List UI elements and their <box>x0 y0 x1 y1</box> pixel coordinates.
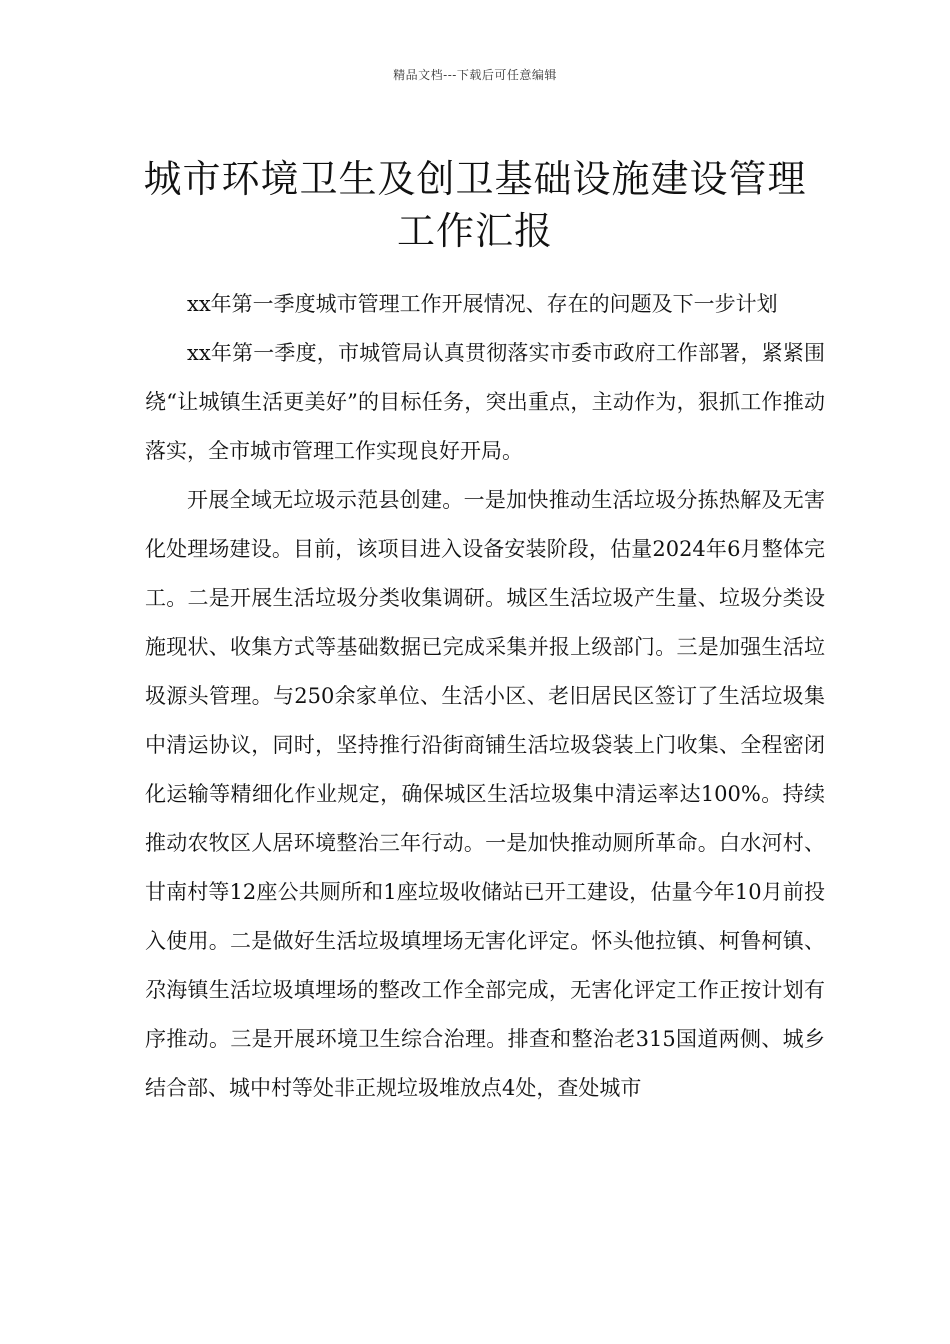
document-body <box>145 280 825 1113</box>
document-title-line-1: 城市环境卫生及创卫基础设施建设管理 <box>143 157 807 202</box>
paragraph-section-heading: xx年第一季度城市管理工作开展情况、存在的问题及下一步计划 <box>187 292 778 316</box>
document-title <box>100 153 850 257</box>
paragraph-details: 开展全域无垃圾示范县创建。一是加快推动生活垃圾分拣热解及无害化处理场建设。目前，该项目进入设备安装阶段，估量2024年6月整体完工。二是开展生活垃圾分类收集调研。城区生活垃圾产生量、垃圾分类设施现状、收集方式等基础数据已完成采集并报上级部门。三是加强生活垃圾源头管理。与250余家单位、生活小区、老旧居民区签订了生活垃圾集中清运协议，同时，坚持推行沿街商铺生活垃圾袋装上门收集、全程密闭化运输等精细化作业规定，确保城区生活垃圾集中清运率达100%。持续推动农牧区人居环境整治三年行动。一是加快推动厕所革命。白水河村、甘南村等12座公共厕所和1座垃圾收储站已开工建设，估量今年10月前投入使用。二是做好生活垃圾填埋场无害化评定。怀头他拉镇、柯鲁柯镇、尕海镇生活垃圾填埋场的整改工作全部完成，无害化评定工作正按计划有序推动。三是开展环境卫生综合治理。排查和整治老315国道两侧、城乡结合部、城中村等处非正规垃圾堆放点4处，查处城市 <box>145 488 825 1100</box>
paragraph-overview: xx年第一季度，市城管局认真贯彻落实市委市政府工作部署，紧紧围绕“让城镇生活更美好”的目标任务，突出重点，主动作为，狠抓工作推动落实，全市城市管理工作实现良好开局。 <box>145 341 825 463</box>
document-header-note: 精品文档---下载后可任意编辑 <box>393 68 557 82</box>
document-title-line-2: 工作汇报 <box>396 209 553 254</box>
